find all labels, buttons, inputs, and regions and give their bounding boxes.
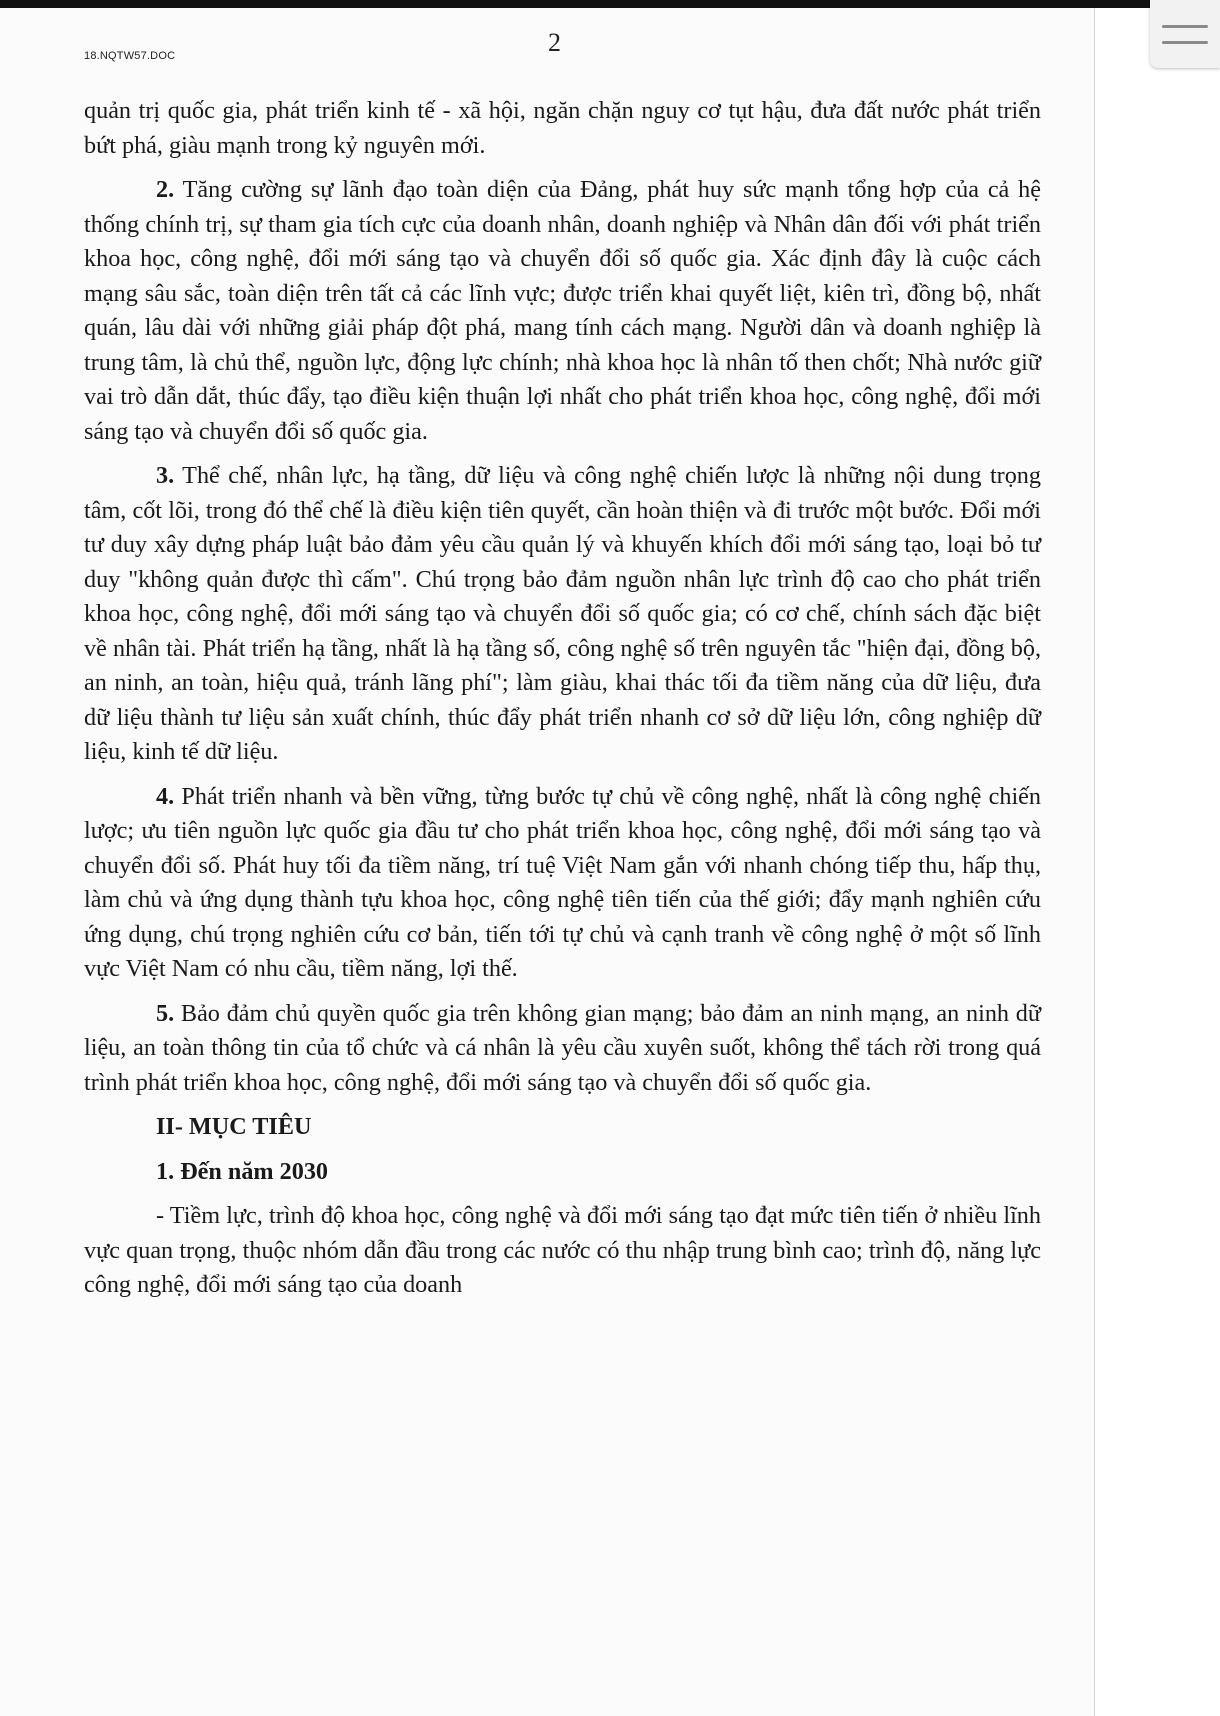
- document-page: [0, 8, 1094, 1716]
- item-number: 5.: [156, 999, 175, 1027]
- menu-button[interactable]: [1150, 0, 1220, 68]
- paragraph-continuation: quản trị quốc gia, phát triển kinh tế - xã hội, ngăn chặn nguy cơ tụt hậu, đưa đất nước phát triển bứt phá, giàu mạnh trong kỷ nguyên mới.: [84, 97, 1041, 159]
- top-status-bar: [0, 0, 1220, 8]
- paragraph-goal: - Tiềm lực, trình độ khoa học, công nghệ và đổi mới sáng tạo đạt mức tiên tiến ở nhiều lĩnh vực quan trọng, thuộc nhóm dẫn đầu trong các nước có thu nhập trung bình cao; trình độ, năng lực công nghệ, đổi mới sáng tạo của doanh: [84, 1202, 1041, 1298]
- paragraph-text: Tăng cường sự lãnh đạo toàn diện của Đảng, phát huy sức mạnh tổng hợp của cả hệ thống chính trị, sự tham gia tích cực của doanh nhân, doanh nghiệp và Nhân dân đối với phát triển khoa học, công nghệ, đổi mới sáng tạo và chuyển đổi số quốc gia. Xác định đây là cuộc cách mạng sâu sắc, toàn diện trên tất cả các lĩnh vực; được triển khai quyết liệt, kiên trì, đồng bộ, nhất quán, lâu dài với những giải pháp đột phá, mang tính cách mạng. Người dân và doanh nghiệp là trung tâm, là chủ thể, nguồn lực, động lực chính; nhà khoa học là nhân tố then chốt; Nhà nước giữ vai trò dẫn dắt, thúc đẩy, tạo điều kiện thuận lợi nhất cho phát triển khoa học, công nghệ, đổi mới sáng tạo và chuyển đổi số quốc gia.: [84, 176, 1041, 445]
- paragraph-text: Phát triển nhanh và bền vững, từng bước tự chủ về công nghệ, nhất là công nghệ chiến lược; ưu tiên nguồn lực quốc gia đầu tư cho phát triển khoa học, công nghệ, đổi mới sáng tạo và chuyển đổi số. Phát huy tối đa tiềm năng, trí tuệ Việt Nam gắn với nhanh chóng tiếp thu, hấp thụ, làm chủ và ứng dụng thành tựu khoa học, công nghệ tiên tiến của thế giới; đẩy mạnh nghiên cứu ứng dụng, chú trọng nghiên cứu cơ bản, tiến tới tự chủ và cạnh tranh về công nghệ ở một số lĩnh vực Việt Nam có nhu cầu, tiềm năng, lợi thế.: [84, 782, 1041, 982]
- item-number: 2.: [156, 176, 175, 203]
- page-number: 2: [548, 28, 561, 57]
- paragraph-item-4: [84, 780, 1041, 987]
- paragraph-item-5: [84, 997, 1041, 1101]
- page-edge-divider: [1094, 8, 1095, 1716]
- section-heading: II- MỤC TIÊU: [156, 1113, 312, 1140]
- item-number: 4.: [156, 782, 175, 810]
- item-number: 3.: [156, 462, 175, 489]
- hamburger-icon: [1162, 41, 1208, 44]
- subsection-heading: 1. Đến năm 2030: [156, 1157, 329, 1185]
- paragraph-text: Thể chế, nhân lực, hạ tầng, dữ liệu và công nghệ chiến lược là những nội dung trọng tâm, cốt lõi, trong đó thể chế là điều kiện tiên quyết, cần hoàn thiện và đi trước một bước. Đổi mới tư duy xây dựng pháp luật bảo đảm yêu cầu quản lý và khuyến khích đổi mới sáng tạo, loại bỏ tư duy "không quản được thì cấm". Chú trọng bảo đảm nguồn nhân lực trình độ cao cho phát triển khoa học, công nghệ, đổi mới sáng tạo và chuyển đổi số quốc gia; có cơ chế, chính sách đặc biệt về nhân tài. Phát triển hạ tầng, nhất là hạ tầng số, công nghệ số trên nguyên tắc "hiện đại, đồng bộ, an ninh, an toàn, hiệu quả, tránh lãng phí"; làm giàu, khai thác tối đa tiềm năng của dữ liệu, đưa dữ liệu thành tư liệu sản xuất chính, thúc đẩy phát triển nhanh cơ sở dữ liệu lớn, công nghiệp dữ liệu, kinh tế dữ liệu.: [84, 462, 1041, 765]
- hamburger-icon: [1162, 25, 1208, 28]
- paragraph-item-3: [84, 459, 1041, 770]
- paragraph-item-2: [84, 173, 1041, 449]
- paragraph-text: Bảo đảm chủ quyền quốc gia trên không gian mạng; bảo đảm an ninh mạng, an ninh dữ liệu, an toàn thông tin của tổ chức và cá nhân là yêu cầu xuyên suốt, không thể tách rời trong quá trình phát triển khoa học, công nghệ, đổi mới sáng tạo và chuyển đổi số quốc gia.: [84, 999, 1041, 1096]
- document-body: [84, 94, 1041, 1313]
- document-filename: 18.NQTW57.DOC: [84, 50, 176, 62]
